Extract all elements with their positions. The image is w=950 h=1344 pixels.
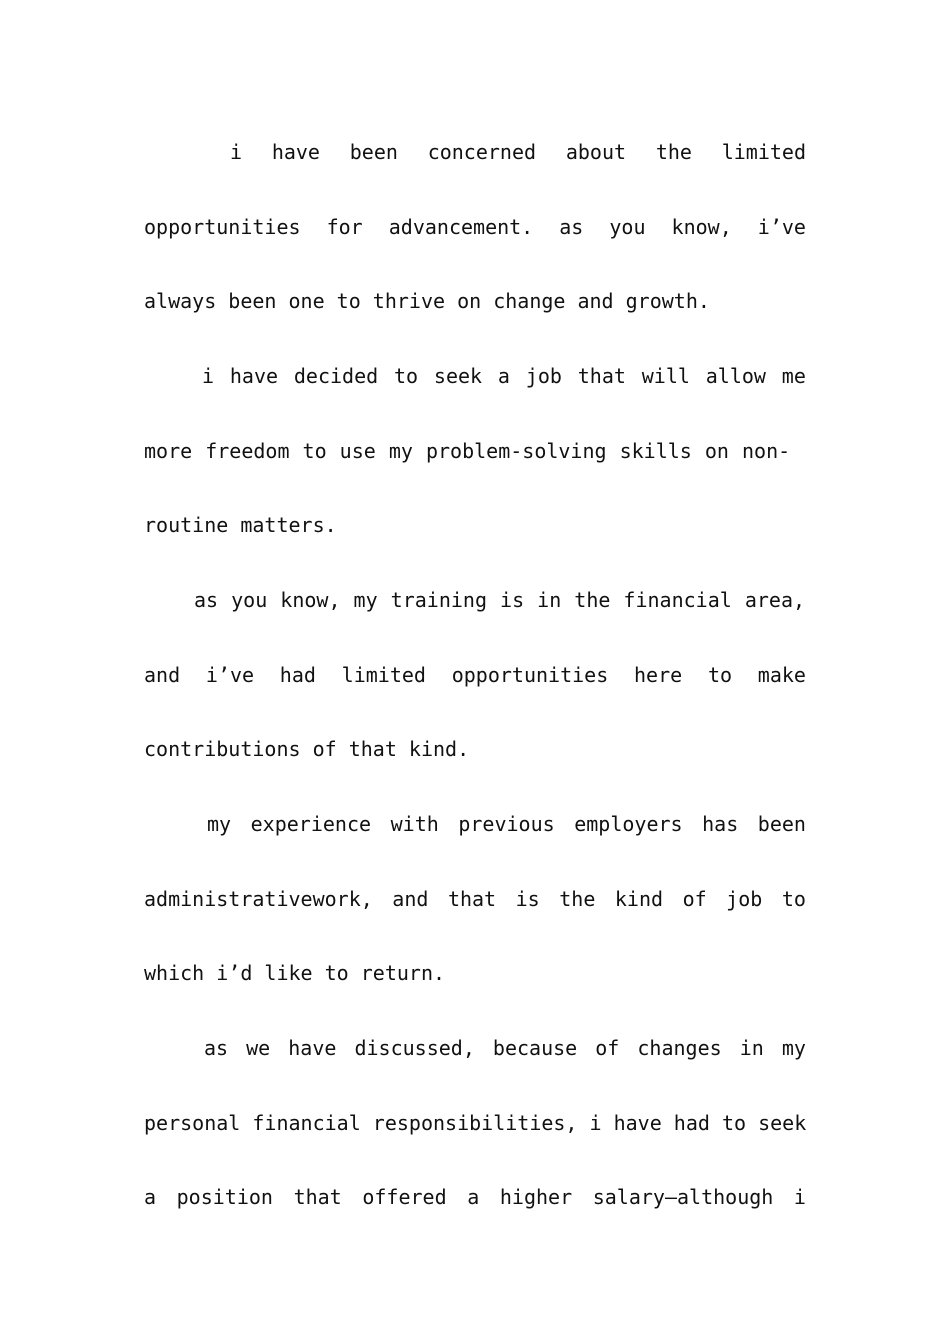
word: higher: [499, 1185, 573, 1209]
word: limited: [721, 140, 806, 164]
paragraph-5-line-3: [144, 1182, 806, 1212]
word: i’ve: [757, 215, 806, 239]
word: that: [577, 364, 626, 388]
word: in: [739, 1036, 764, 1060]
word: job: [525, 364, 562, 388]
word: that: [447, 887, 497, 911]
paragraph-5-line-2: personal financial responsibilities, i have had to seek: [144, 1111, 807, 1135]
word: and: [392, 887, 429, 911]
word: job: [726, 887, 763, 911]
paragraph-2-line-1: [202, 361, 806, 391]
word: a: [467, 1185, 480, 1209]
word: discussed,: [354, 1036, 475, 1060]
paragraph-4-line-2: [144, 884, 806, 914]
word: of: [682, 887, 707, 911]
word: to: [707, 663, 733, 687]
word: have: [288, 1036, 337, 1060]
word: have: [229, 364, 279, 388]
word: have: [271, 140, 320, 164]
word: i’ve: [205, 663, 255, 687]
word: i: [230, 140, 243, 164]
paragraph-3-line-2: [144, 660, 806, 690]
word: for: [326, 215, 363, 239]
word: limited: [341, 663, 426, 687]
word: my: [207, 812, 232, 836]
word: had: [279, 663, 316, 687]
word: employers: [574, 812, 683, 836]
word: the: [655, 140, 692, 164]
paragraph-2-line-2: more freedom to use my problem-solving skills on non-: [144, 439, 791, 463]
word: advancement.: [388, 215, 534, 239]
word: changes: [637, 1036, 722, 1060]
word: previous: [458, 812, 555, 836]
word: with: [390, 812, 439, 836]
word: a: [144, 1185, 157, 1209]
word: opportunities: [451, 663, 609, 687]
paragraph-1-line-2: [144, 212, 806, 242]
paragraph-4-line-1: [207, 809, 806, 839]
word: seek: [433, 364, 483, 388]
word: salary–although: [592, 1185, 774, 1209]
word: has: [702, 812, 739, 836]
word: you: [609, 215, 646, 239]
paragraph-5-line-1: [204, 1033, 806, 1063]
word: my: [781, 1036, 806, 1060]
word: been: [757, 812, 806, 836]
word: position: [176, 1185, 273, 1209]
paragraph-4-line-3: which i’d like to return.: [144, 961, 446, 985]
word: concerned: [427, 140, 537, 164]
word: here: [634, 663, 683, 687]
word: make: [757, 663, 806, 687]
word: as: [559, 215, 584, 239]
paragraph-2-line-3: routine matters.: [144, 513, 337, 537]
word: me: [781, 364, 806, 388]
word: know,: [671, 215, 732, 239]
word: because: [492, 1036, 578, 1060]
word: to: [781, 887, 806, 911]
word: is: [515, 887, 540, 911]
word: a: [497, 364, 510, 388]
word: as: [204, 1036, 229, 1060]
word: of: [595, 1036, 620, 1060]
word: allow: [705, 364, 766, 388]
word: will: [641, 364, 690, 388]
word: experience: [250, 812, 372, 836]
word: and: [144, 663, 181, 687]
word: the: [559, 887, 596, 911]
word: that: [293, 1185, 342, 1209]
word: about: [565, 140, 627, 164]
word: i: [793, 1185, 806, 1209]
word: administrativework,: [144, 887, 373, 911]
word: i: [202, 364, 215, 388]
paragraph-1-line-1: [230, 137, 806, 167]
word: offered: [362, 1185, 447, 1209]
word: we: [246, 1036, 271, 1060]
word: decided: [293, 364, 379, 388]
paragraph-3-line-3: contributions of that kind.: [144, 737, 470, 761]
word: opportunities: [144, 215, 301, 239]
word: to: [394, 364, 419, 388]
word: been: [349, 140, 398, 164]
paragraph-1-line-3: always been one to thrive on change and growth.: [144, 289, 710, 313]
word: kind: [614, 887, 664, 911]
paragraph-3-line-1: as you know, my training is in the financial area,: [194, 588, 806, 612]
